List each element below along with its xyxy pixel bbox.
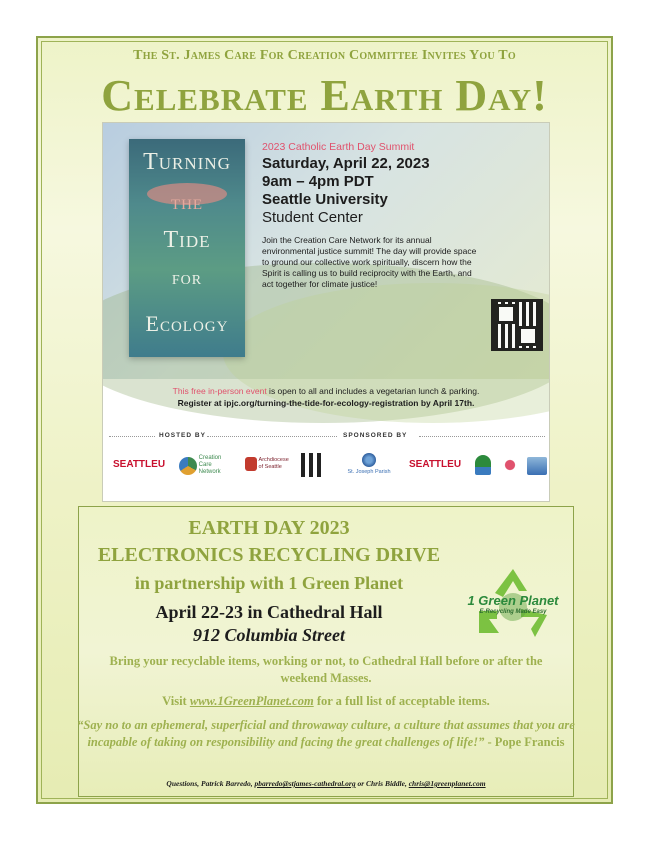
notice-text: is open to all and includes a vegetarian lunch & parking. (266, 386, 480, 396)
book-cover (129, 139, 245, 357)
visit-prefix: Visit (162, 694, 190, 708)
green-planet-link[interactable]: www.1GreenPlanet.com (189, 694, 314, 708)
event-dates: April 22-23 in Cathedral Hall (155, 602, 383, 622)
ccn-text: Network (198, 469, 221, 475)
visit-suffix: for a full list of acceptable items. (313, 694, 490, 708)
summit-flyer (102, 122, 550, 502)
headline: Celebrate Earth Day! (101, 71, 548, 120)
hosted-by-label: HOSTED BY (159, 432, 206, 439)
flower-icon (362, 453, 376, 467)
contact-email-link[interactable]: pbarredo@stjames-cathedral.org (254, 779, 356, 788)
rose-icon (501, 455, 519, 475)
partnership-line: in partnership with 1 Green Planet (134, 573, 404, 593)
register-prefix: Register at (177, 398, 224, 408)
st-joseph-logo (339, 453, 399, 479)
pope-quote (69, 717, 583, 751)
flyer-banner (103, 123, 549, 379)
register-suffix: by April 17th. (418, 398, 475, 408)
summit-venue: Seattle University (262, 191, 388, 208)
creation-care-network-logo (179, 455, 221, 481)
divider (207, 436, 337, 437)
summit-date: Saturday, April 22, 2023 (262, 155, 430, 172)
ccn-text: Care (198, 462, 212, 468)
recycling-drive-box (78, 506, 574, 797)
recycling-title: EARTH DAY 2023 (188, 517, 350, 539)
poster-frame (36, 36, 613, 804)
summit-title: 2023 Catholic Earth Day Summit (262, 141, 415, 153)
bring-items-text: Bring your recyclable items, working or not, to Cathedral Hall before or after the weekend Masses. (109, 654, 543, 685)
divider (109, 436, 155, 437)
book-word: Ecology (145, 311, 229, 336)
qr-code-icon[interactable] (491, 299, 543, 351)
green-planet-tagline: E-Recycling Made Easy (479, 609, 547, 615)
ccn-leaf-icon (179, 457, 197, 475)
book-word: Turning (143, 149, 231, 175)
cathedral-icon (301, 453, 321, 477)
cross-icon (475, 455, 491, 475)
summit-description: Join the Creation Care Network for its annual environmental justice summit! The day will provide space to ground our collective work spiritually, discern how the Spirit is calling us to build reciprocity with the Earth, and act together for climate justice! (262, 235, 477, 289)
recycling-subtitle: ELECTRONICS RECYCLING DRIVE (97, 544, 441, 566)
landscape-icon (527, 457, 547, 475)
archdiocese-logo (245, 457, 289, 483)
crest-icon (245, 457, 257, 471)
book-word: for (171, 267, 203, 289)
notice-highlight: This free in-person event (172, 386, 267, 396)
contact-prefix: Questions, Patrick Barredo, (166, 779, 255, 788)
summit-room: Student Center (262, 209, 363, 226)
seattle-u-logo: SEATTLEU (113, 459, 166, 470)
sponsored-by-label: SPONSORED BY (343, 432, 408, 439)
divider (419, 436, 545, 437)
green-planet-name: 1 Green Planet (467, 593, 559, 608)
sponsor-logo-row (103, 453, 549, 483)
summit-time: 9am – 4pm PDT (262, 173, 374, 190)
aos-text: Archdiocese (258, 457, 289, 463)
contact-mid: or Chris Biddle, (355, 779, 409, 788)
green-planet-logo (463, 563, 563, 643)
contact-line (79, 779, 573, 788)
contact-email-link[interactable]: chris@1greenplanet.com (408, 779, 486, 788)
flyer-notice (103, 385, 549, 409)
st-joseph-text: St. Joseph Parish (347, 469, 391, 475)
quote-text: “Say no to an ephemeral, superficial and throwaway culture, a culture that assumes that you are incapable of taking on responsibility and facing the great challenges of life!” (77, 718, 575, 749)
register-url[interactable]: ipjc.org/turning-the-tide-for-ecology-registration (223, 398, 419, 408)
book-word: the (170, 189, 204, 214)
aos-text: of Seattle (258, 464, 282, 470)
visit-line (85, 694, 567, 709)
seattle-u-logo: SEATTLEU (409, 459, 462, 470)
ccn-text: Creation (198, 455, 222, 461)
event-address: 912 Columbia Street (192, 625, 345, 645)
quote-author: - Pope Francis (484, 735, 565, 749)
book-word: Tide (163, 227, 211, 253)
invite-line: The St. James Care For Creation Committee Invites You To (133, 48, 516, 63)
